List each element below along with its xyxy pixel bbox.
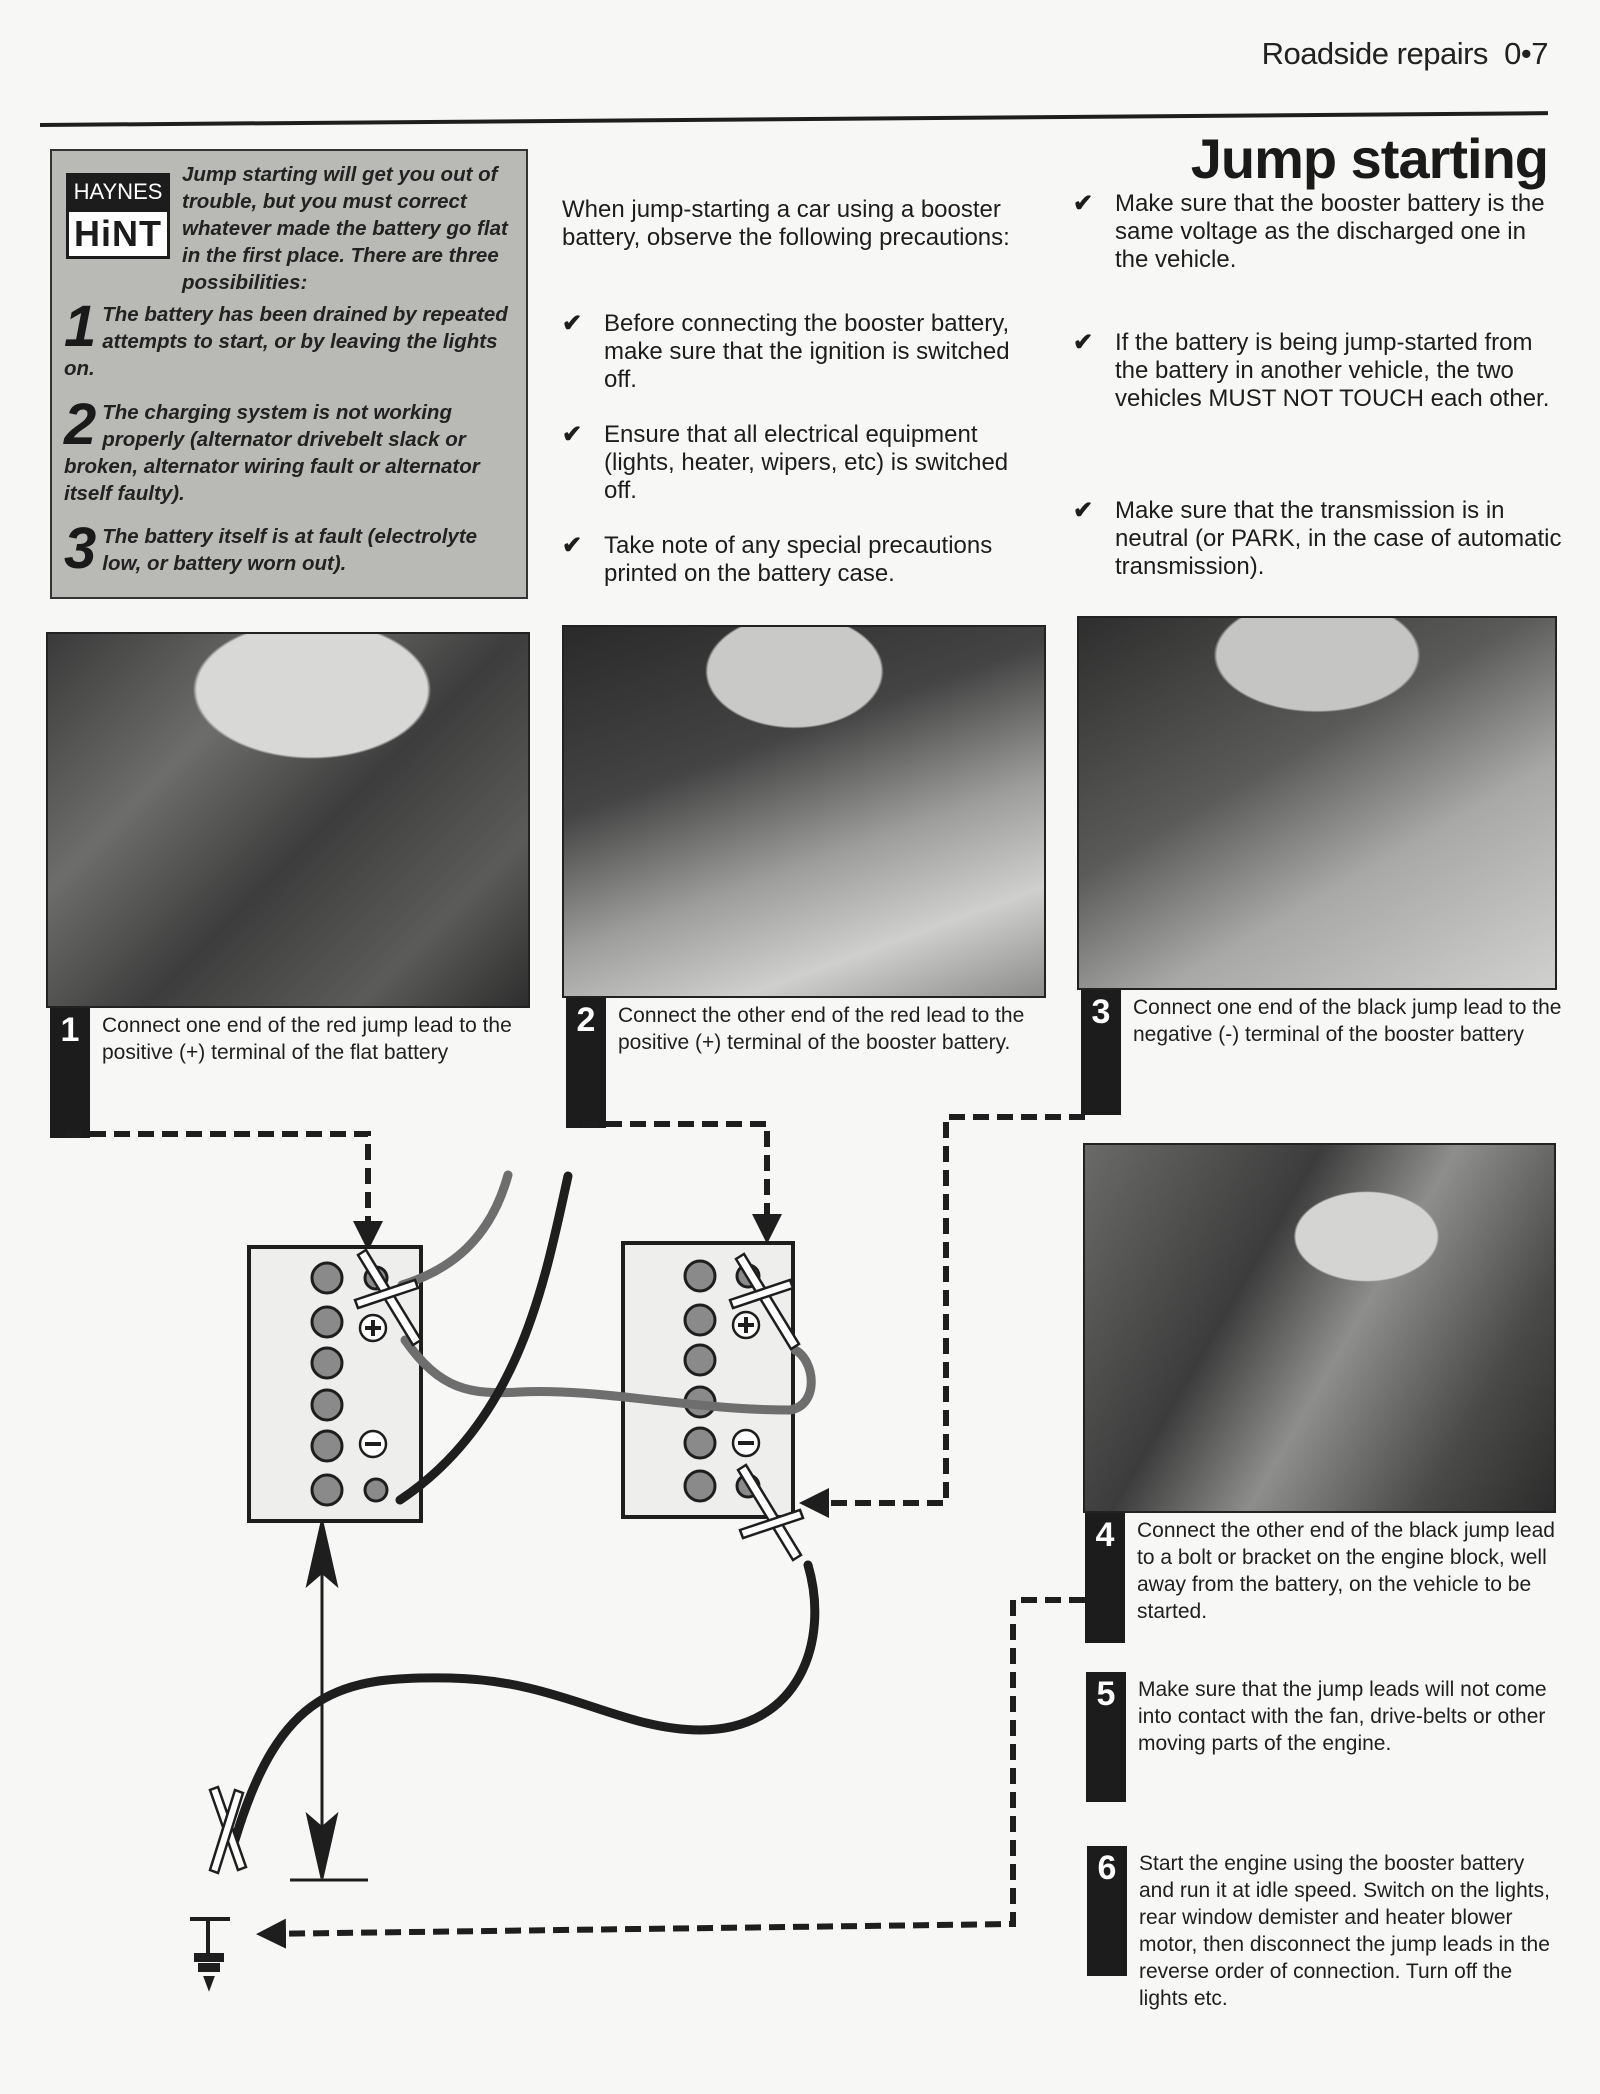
- check-icon: ✔: [562, 421, 583, 448]
- check-icon: ✔: [1073, 329, 1094, 356]
- earth-ground-icon: [190, 1919, 230, 1986]
- step-number: 5: [1086, 1672, 1126, 1802]
- hint-number: 3: [64, 516, 97, 581]
- step-number: 4: [1085, 1513, 1125, 1643]
- logo-hint: HiNT: [66, 209, 170, 259]
- step-number: 1: [50, 1008, 90, 1138]
- step-text: Connect one end of the red jump lead to the positive (+) terminal of the flat battery: [102, 1014, 512, 1064]
- precautions-intro: When jump-starting a car using a booster battery, observe the following precautions:: [562, 196, 1010, 251]
- step-number: 6: [1087, 1846, 1127, 1976]
- hint-number: 1: [64, 294, 97, 359]
- hint-text: The battery itself is at fault (electrolyte low, or battery worn out).: [102, 525, 478, 575]
- precaution-item: ✔ If the battery is being jump-started from the battery in another vehicle, the two vehicles MUST NOT TOUCH each other.: [1073, 329, 1550, 412]
- check-icon: ✔: [1073, 497, 1094, 524]
- precaution-item: ✔ Ensure that all electrical equipment (lights, heater, wipers, etc) is switched off.: [562, 421, 1009, 504]
- section-name: Roadside repairs: [1261, 36, 1488, 71]
- connector-step-4: [262, 1600, 1085, 1934]
- step-text: Connect the other end of the red lead to the positive (+) terminal of the booster battery.: [618, 1004, 1025, 1054]
- step-text: Connect the other end of the black jump lead to a bolt or bracket on the engine block, well away from the battery, on the vehicle to be started.: [1137, 1519, 1555, 1623]
- check-icon: ✔: [1073, 190, 1094, 217]
- connector-step-3: [805, 1117, 1085, 1503]
- precaution-item: ✔ Make sure that the transmission is in neutral (or PARK, in the case of automatic transmission).: [1073, 497, 1562, 580]
- step-text: Make sure that the jump leads will not come into contact with the fan, drive-belts or other moving parts of the engine.: [1138, 1678, 1547, 1755]
- connector-step-2: [582, 1124, 767, 1238]
- step-number: 3: [1081, 990, 1121, 1115]
- clearance-arrow-icon: [290, 1522, 368, 1880]
- booster-battery: [623, 1243, 793, 1517]
- step-text: Connect one end of the black jump lead to the negative (-) terminal of the booster battery: [1133, 996, 1562, 1046]
- hint-intro: Jump starting will get you out of trouble, but you must correct whatever made the battery go flat in the first place. There are three possibilities:: [182, 163, 508, 294]
- hint-text: The charging system is not working properly (alternator drivebelt slack or broken, alternator wiring fault or alternator itself faulty).: [64, 401, 480, 505]
- step-text: Start the engine using the booster battery and run it at idle speed. Switch on the lights, rear window demister and heater blower motor, then disconnect the jump leads in the reverse order of connection. Turn off the lights etc.: [1139, 1852, 1550, 2010]
- precaution-item: ✔ Make sure that the booster battery is the same voltage as the discharged one in the vehicle.: [1073, 190, 1545, 273]
- precaution-item: ✔ Take note of any special precautions printed on the battery case.: [562, 532, 993, 587]
- page-number: 0•7: [1504, 36, 1548, 71]
- precaution-item: ✔ Before connecting the booster battery, make sure that the ignition is switched off.: [562, 310, 1010, 393]
- page-title: Jump starting: [1190, 127, 1548, 190]
- step-number: 2: [566, 998, 606, 1128]
- hint-number: 2: [64, 392, 97, 457]
- hint-text: The battery has been drained by repeated attempts to start, or by leaving the lights on.: [64, 303, 508, 380]
- check-icon: ✔: [562, 310, 583, 337]
- logo-haynes: HAYNES: [66, 173, 170, 209]
- connector-step-1: [66, 1134, 368, 1245]
- check-icon: ✔: [562, 532, 583, 559]
